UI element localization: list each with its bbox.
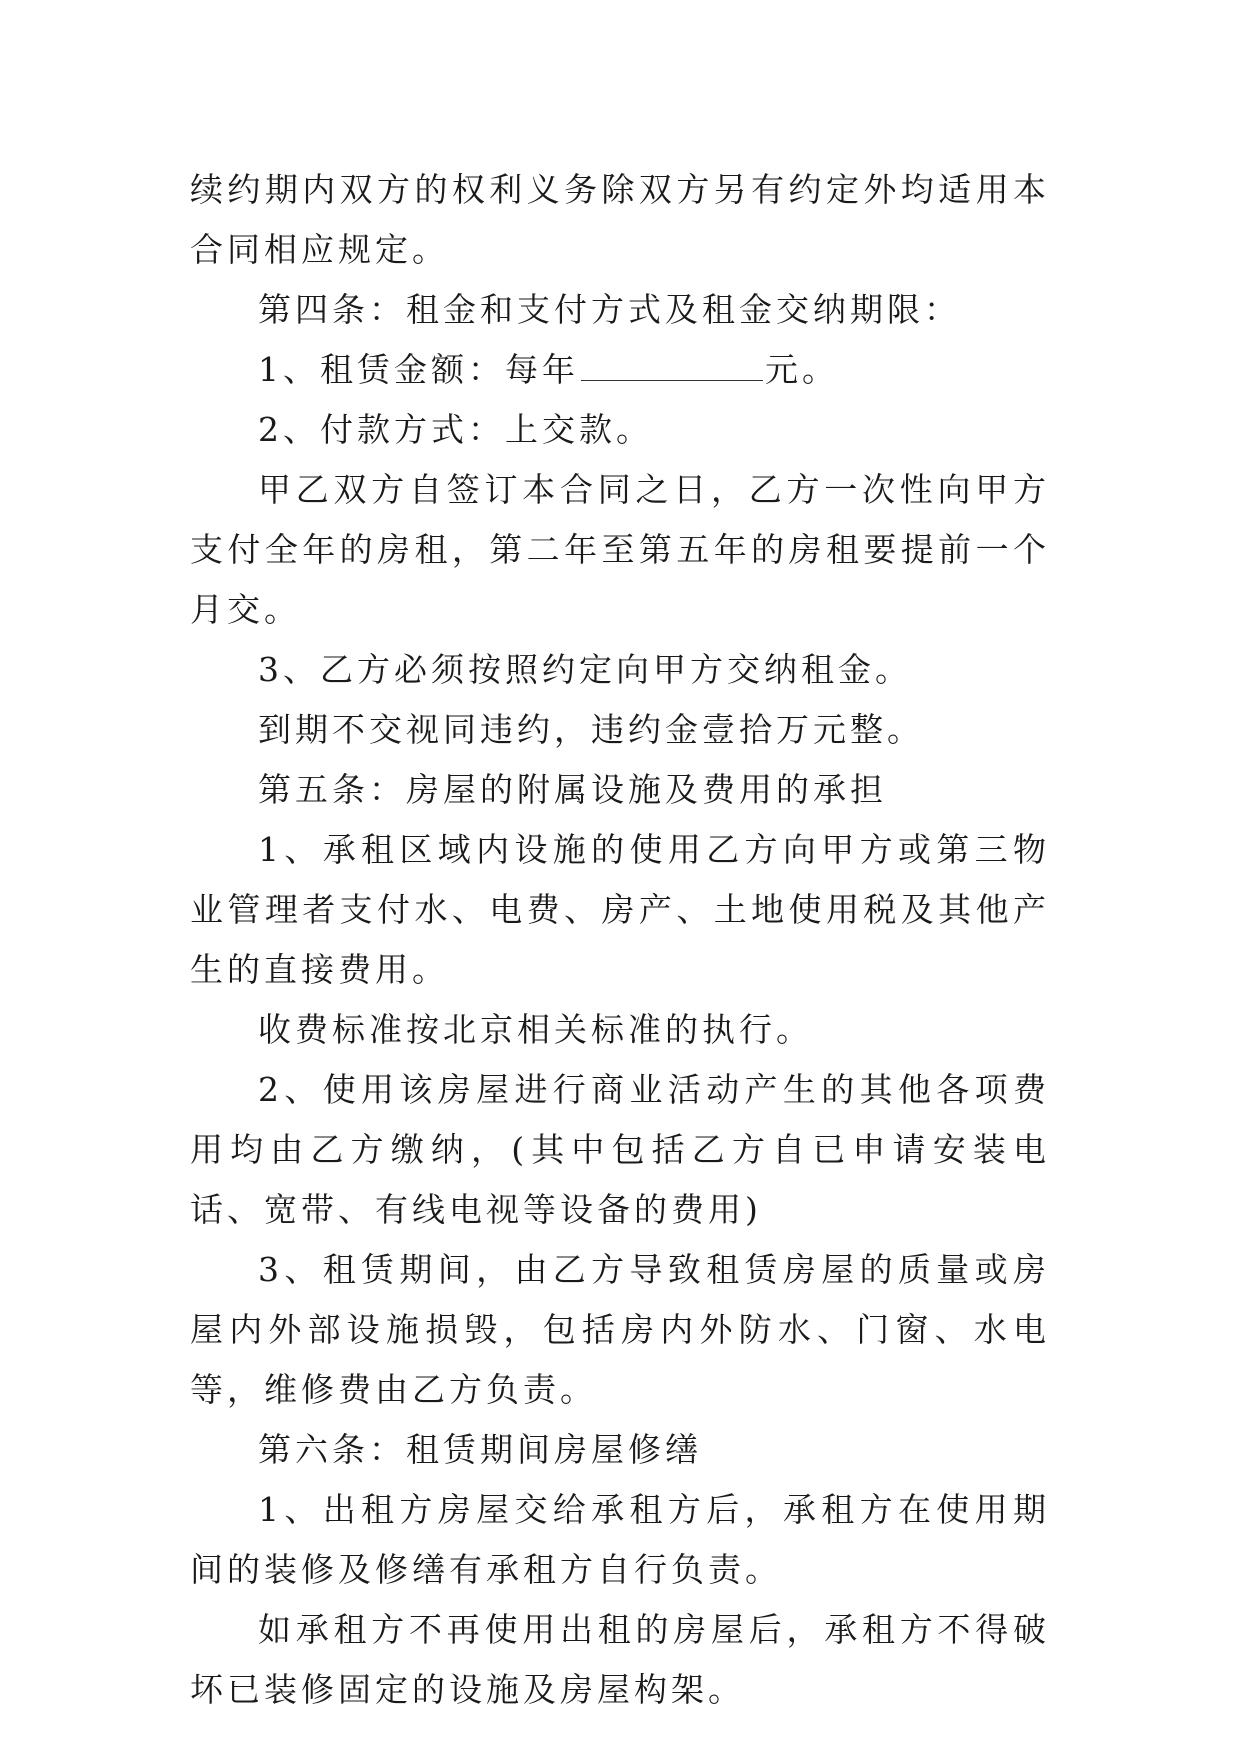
paragraph-payment-method: 2、付款方式：上交款。 (258, 410, 653, 449)
document-body (190, 160, 1050, 1720)
paragraph-business-fees: 2、使用该房屋进行商业活动产生的其他各项费用均由乙方缴纳，(其中包括乙方自已申请安装电话、宽带、有线电视等设备的费用) (190, 1070, 1050, 1229)
heading-article-4: 第四条：租金和支付方式及租金交纳期限： (258, 290, 961, 329)
rent-amount-label: 1、租赁金额：每年 (258, 350, 579, 389)
paragraph-rent-amount (190, 340, 1050, 400)
paragraph-rent-obligation: 3、乙方必须按照约定向甲方交纳租金。 (258, 650, 912, 689)
paragraph-facility-fees: 1、承租区域内设施的使用乙方向甲方或第三物业管理者支付水、电费、房产、土地使用税及其他产生的直接费用。 (190, 830, 1050, 989)
paragraph-fee-standard: 收费标准按北京相关标准的执行。 (258, 1010, 813, 1049)
rent-amount-unit: 元。 (765, 350, 839, 389)
rent-amount-blank (581, 346, 763, 381)
paragraph-renovation: 1、出租方房屋交给承租方后，承租方在使用期间的装修及修缮有承租方自行负责。 (190, 1490, 1050, 1589)
paragraph-no-damage: 如承租方不再使用出租的房屋后，承租方不得破坏已装修固定的设施及房屋构架。 (190, 1610, 1050, 1709)
paragraph-late-penalty: 到期不交视同违约，违约金壹拾万元整。 (258, 710, 924, 749)
heading-article-5: 第五条：房屋的附属设施及费用的承担 (258, 770, 887, 809)
paragraph-damage-repair: 3、租赁期间，由乙方导致租赁房屋的质量或房屋内外部设施损毁，包括房内外防水、门窗、水电等，维修费由乙方负责。 (190, 1250, 1050, 1409)
paragraph-renewal-terms: 续约期内双方的权利义务除双方另有约定外均适用本合同相应规定。 (190, 170, 1050, 269)
paragraph-payment-schedule: 甲乙双方自签订本合同之日，乙方一次性向甲方支付全年的房租，第二年至第五年的房租要提前一个月交。 (190, 470, 1050, 629)
heading-article-6: 第六条：租赁期间房屋修缮 (258, 1430, 702, 1469)
